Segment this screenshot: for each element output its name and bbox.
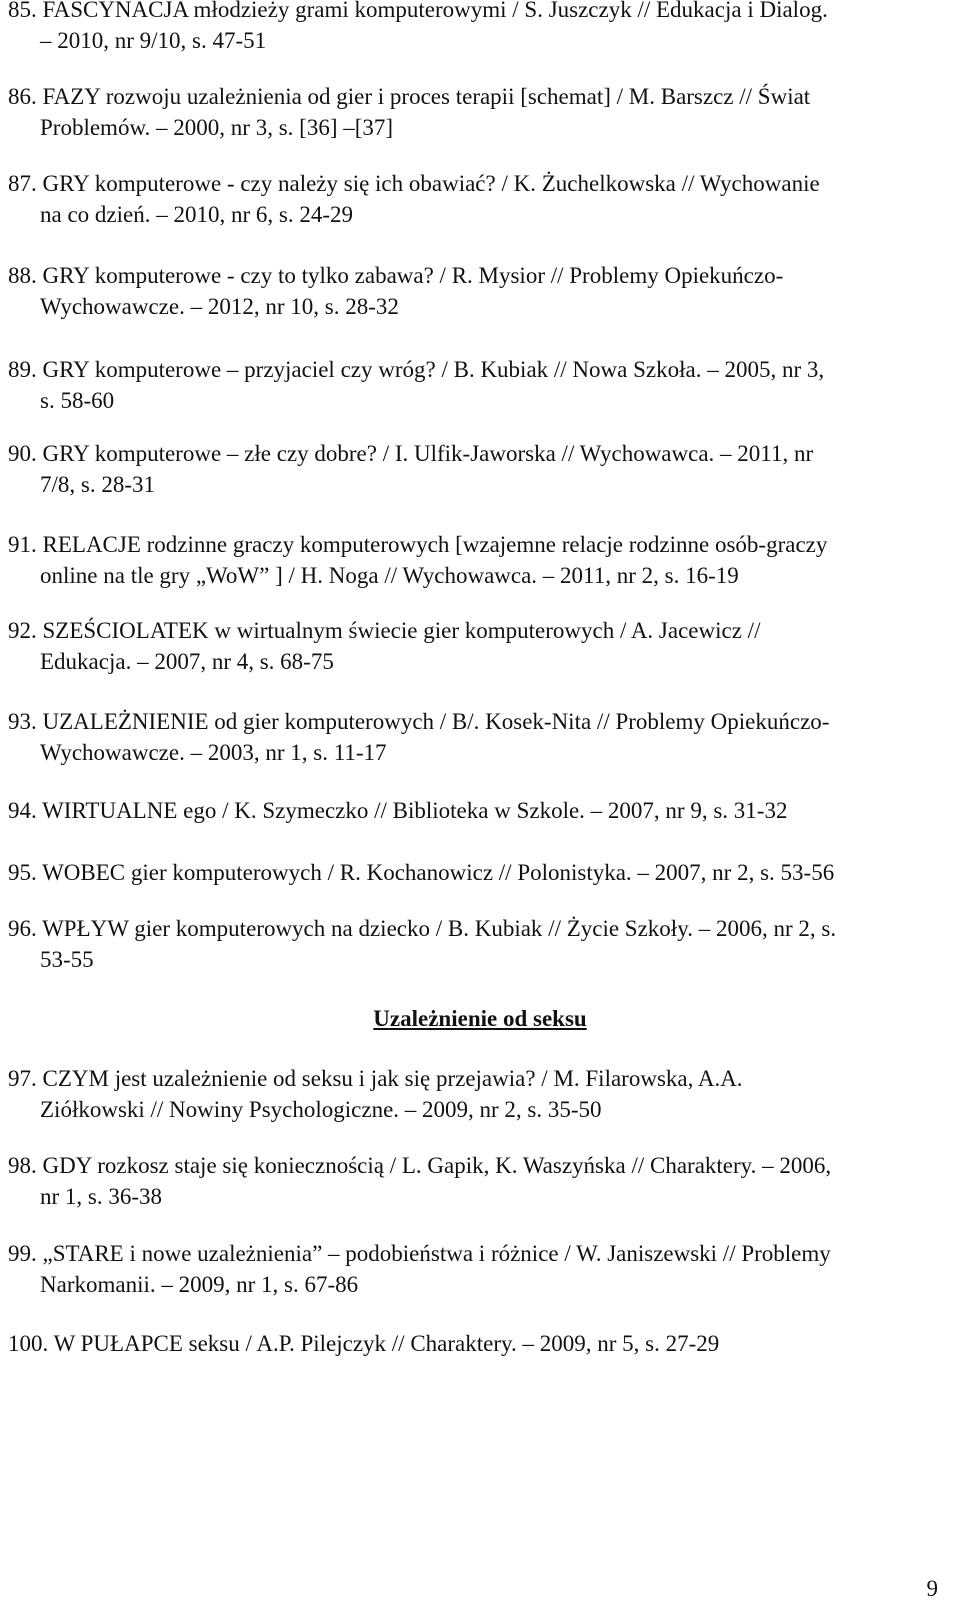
entry-line-1: 95. WOBEC gier komputerowych / R. Kochanowicz // Polonistyka. – 2007, nr 2, s. 53-56 [8, 860, 835, 885]
entry-line-1: 99. „STARE i nowe uzależnienia” – podobieństwa i różnice / W. Janiszewski // Problemy [8, 1241, 831, 1266]
entry-line-2: Wychowawcze. – 2012, nr 10, s. 28-32 [40, 294, 399, 319]
entry-line-2: 53-55 [40, 947, 94, 972]
entry-line-1: 92. SZEŚCIOLATEK w wirtualnym świecie gier komputerowych / A. Jacewicz // [8, 618, 761, 643]
entry-line-1: 88. GRY komputerowe - czy to tylko zabawa? / R. Mysior // Problemy Opiekuńczo- [8, 263, 784, 288]
entry-line-2: Problemów. – 2000, nr 3, s. [36] –[37] [40, 115, 394, 140]
bibliography-entry-98 [8, 1150, 958, 1212]
bibliography-entry-85 [8, 0, 958, 56]
bibliography-entry-88 [8, 260, 958, 322]
entry-line-1: 86. FAZY rozwoju uzależnienia od gier i proces terapii [schemat] / M. Barszcz // Świat [8, 84, 811, 109]
entry-line-1: 85. FASCYNACJA młodzieży grami komputerowymi / S. Juszczyk // Edukacja i Dialog. [8, 0, 828, 22]
entry-line-1: 100. W PUŁAPCE seksu / A.P. Pilejczyk // Charaktery. – 2009, nr 5, s. 27-29 [8, 1331, 720, 1356]
bibliography-entry-86 [8, 81, 958, 143]
bibliography-entry-89 [8, 354, 958, 416]
page-number: 9 [926, 1576, 938, 1601]
entry-line-2: 7/8, s. 28-31 [40, 472, 155, 497]
entry-line-1: 87. GRY komputerowe - czy należy się ich obawiać? / K. Żuchelkowska // Wychowanie [8, 171, 820, 196]
section-heading: Uzależnienie od seksu [373, 1006, 587, 1031]
entry-line-2: Narkomanii. – 2009, nr 1, s. 67-86 [40, 1272, 359, 1297]
bibliography-entry-91 [8, 529, 958, 591]
entry-line-2: Edukacja. – 2007, nr 4, s. 68-75 [40, 649, 334, 674]
bibliography-entry-96 [8, 913, 958, 975]
entry-line-2: nr 1, s. 36-38 [40, 1184, 163, 1209]
entry-line-2: Ziółkowski // Nowiny Psychologiczne. – 2009, nr 2, s. 35-50 [40, 1097, 602, 1122]
entry-line-1: 90. GRY komputerowe – złe czy dobre? / I. Ulfik-Jaworska // Wychowawca. – 2011, nr [8, 441, 814, 466]
bibliography-entry-97 [8, 1063, 958, 1125]
bibliography-entry-99 [8, 1238, 958, 1300]
entry-line-2: – 2010, nr 9/10, s. 47-51 [40, 28, 267, 53]
entry-line-2: na co dzień. – 2010, nr 6, s. 24-29 [40, 202, 353, 227]
entry-line-1: 98. GDY rozkosz staje się koniecznością / L. Gapik, K. Waszyńska // Charaktery. – 2006, [8, 1153, 832, 1178]
entry-line-1: 93. UZALEŻNIENIE od gier komputerowych / B/. Kosek-Nita // Problemy Opiekuńczo- [8, 709, 830, 734]
entry-line-1: 97. CZYM jest uzależnienie od seksu i jak się przejawia? / M. Filarowska, A.A. [8, 1066, 743, 1091]
entry-line-1: 91. RELACJE rodzinne graczy komputerowych [wzajemne relacje rodzinne osób-graczy [8, 532, 828, 557]
entry-line-2: online na tle gry „WoW” ] / H. Noga // Wychowawca. – 2011, nr 2, s. 16-19 [40, 563, 739, 588]
entry-line-2: Wychowawcze. – 2003, nr 1, s. 11-17 [40, 740, 387, 765]
bibliography-entry-90 [8, 438, 958, 500]
bibliography-entry-87 [8, 168, 958, 230]
bibliography-entry-92 [8, 615, 958, 677]
bibliography-entry-93 [8, 706, 958, 768]
entry-line-1: 89. GRY komputerowe – przyjaciel czy wróg? / B. Kubiak // Nowa Szkoła. – 2005, nr 3, [8, 357, 825, 382]
entry-line-1: 94. WIRTUALNE ego / K. Szymeczko // Biblioteka w Szkole. – 2007, nr 9, s. 31-32 [8, 798, 788, 823]
bibliography-entry-94 [8, 795, 958, 826]
entry-line-2: s. 58-60 [40, 388, 115, 413]
bibliography-entry-100 [8, 1328, 958, 1359]
entry-line-1: 96. WPŁYW gier komputerowych na dziecko / B. Kubiak // Życie Szkoły. – 2006, nr 2, s. [8, 916, 837, 941]
bibliography-entry-95 [8, 857, 958, 888]
